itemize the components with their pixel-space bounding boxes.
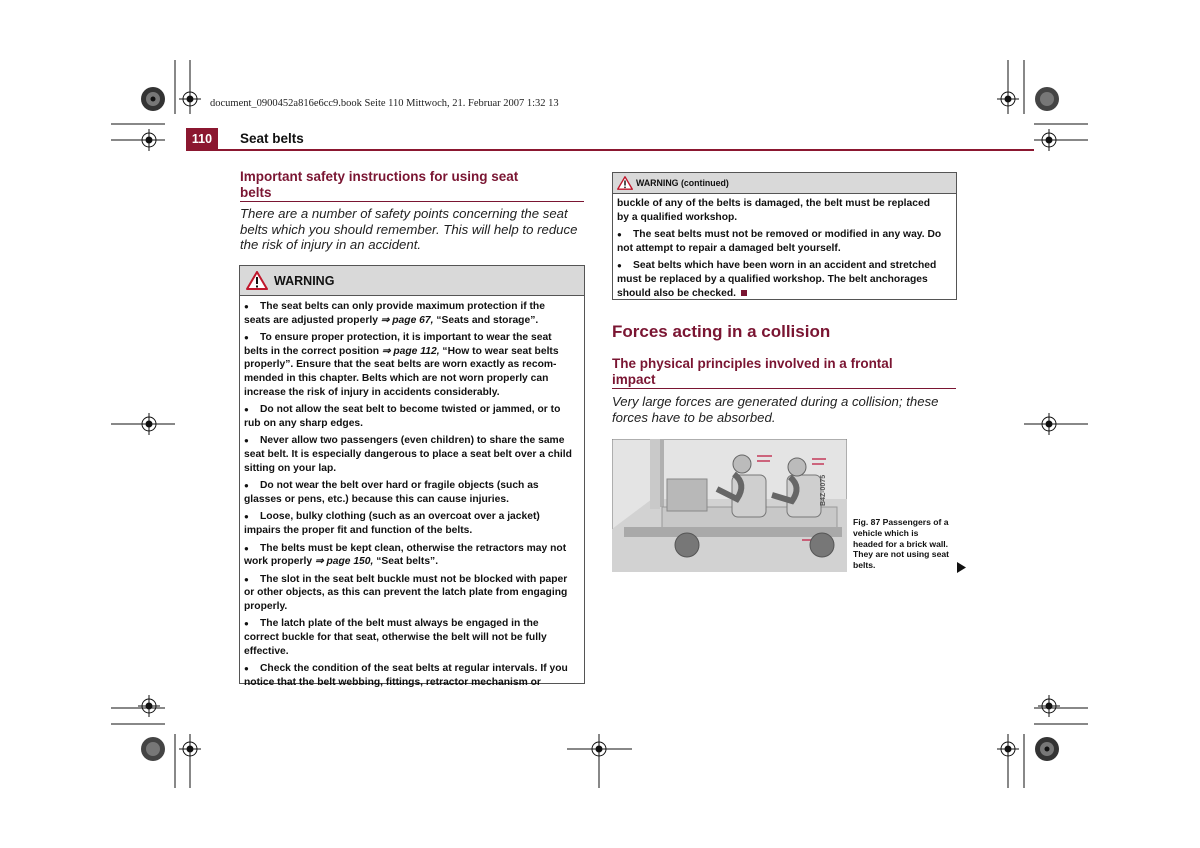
warning-text: Do not allow the seat belt to become twisted or jammed, or to bbox=[260, 404, 561, 416]
warning-text: “Seat belts”. bbox=[373, 556, 439, 568]
bullet-icon: ● bbox=[244, 664, 249, 674]
warning-text: properly. bbox=[244, 600, 288, 612]
figure-code: B4Z-0075 bbox=[820, 474, 827, 506]
warning-item bbox=[617, 259, 951, 300]
header-rule bbox=[186, 149, 1034, 151]
warning-text: Seat belts which have been worn in an accident and stretched bbox=[633, 260, 937, 272]
warning-continued-title: WARNING (continued) bbox=[636, 178, 729, 188]
warning-text: seats are adjusted properly bbox=[244, 314, 381, 326]
right-heading-line-2: impact bbox=[612, 372, 656, 387]
warning-header bbox=[240, 266, 584, 296]
warning-text: seat belt. It is especially dangerous to place a seat belt over a child bbox=[244, 448, 572, 460]
page-reference[interactable]: ⇒ page 67, bbox=[380, 314, 434, 326]
left-heading bbox=[240, 169, 585, 201]
warning-text: glasses or pens, etc.) because this can cause injuries. bbox=[244, 493, 509, 505]
left-lead-line: belts which you should remember. This will help to reduce bbox=[240, 221, 578, 237]
bullet-icon: ● bbox=[244, 436, 249, 446]
warning-text: work properly bbox=[244, 556, 315, 568]
warning-item bbox=[244, 434, 579, 475]
warning-text: notice that the belt webbing, fittings, retractor mechanism or bbox=[244, 676, 541, 688]
left-heading-line-1: Important safety instructions for using seat bbox=[240, 169, 519, 184]
warning-item bbox=[244, 573, 579, 614]
bullet-icon: ● bbox=[244, 481, 249, 491]
warning-item bbox=[244, 542, 579, 569]
bullet-icon: ● bbox=[244, 512, 249, 522]
warning-item bbox=[244, 662, 579, 689]
figure-caption bbox=[853, 517, 963, 571]
warning-text: Never allow two passengers (even children) to share the same bbox=[260, 435, 565, 447]
warning-text: not attempt to repair a damaged belt yourself. bbox=[617, 242, 841, 254]
warning-item bbox=[244, 300, 579, 327]
warning-text: mended in this chapter. Belts which are not worn properly can bbox=[244, 372, 549, 384]
warning-item bbox=[617, 228, 951, 255]
warning-text: Do not wear the belt over hard or fragile objects (such as bbox=[260, 480, 539, 492]
warning-text: “Seats and storage”. bbox=[433, 314, 539, 326]
warning-text: sitting on your lap. bbox=[244, 462, 337, 474]
left-heading-rule bbox=[240, 201, 584, 202]
warning-item bbox=[244, 510, 579, 537]
warning-text: buckle of any of the belts is damaged, the belt must be replaced bbox=[617, 198, 930, 209]
end-marker-icon bbox=[741, 290, 747, 296]
page-reference[interactable]: ⇒ page 112, bbox=[381, 345, 440, 357]
forces-heading: Forces acting in a collision bbox=[612, 322, 831, 341]
warning-item bbox=[244, 403, 579, 430]
warning-text: To ensure proper protection, it is important to wear the seat bbox=[260, 332, 552, 344]
warning-continued-body bbox=[613, 194, 956, 306]
bullet-icon: ● bbox=[244, 574, 249, 584]
warning-item bbox=[244, 331, 579, 399]
bullet-icon: ● bbox=[244, 405, 249, 415]
warning-text: impairs the proper fit and function of the belts. bbox=[244, 524, 473, 536]
section-title: Seat belts bbox=[240, 131, 304, 146]
right-lead bbox=[612, 394, 962, 425]
warning-text: Check the condition of the seat belts at regular intervals. If you bbox=[260, 663, 568, 675]
left-lead-line: There are a number of safety points concerning the seat bbox=[240, 206, 568, 221]
warning-text: correct buckle for that seat, otherwise the belt will not be fully bbox=[244, 632, 547, 644]
caption-line: vehicle which is bbox=[853, 527, 919, 538]
warning-triangle-icon bbox=[617, 176, 633, 190]
warning-box bbox=[239, 265, 585, 688]
left-heading-line-2: belts bbox=[240, 185, 272, 200]
warning-text: The seat belts must not be removed or modified in any way. Do bbox=[633, 229, 942, 241]
warning-text: rub on any sharp edges. bbox=[244, 417, 364, 429]
left-lead-line: the risk of injury in an accident. bbox=[240, 237, 422, 252]
bullet-icon: ● bbox=[244, 302, 249, 311]
warning-item bbox=[244, 617, 579, 658]
warning-item bbox=[244, 479, 579, 506]
warning-text: The seat belts can only provide maximum protection if the bbox=[260, 301, 545, 312]
right-lead-line: forces have to be absorbed. bbox=[612, 409, 776, 425]
warning-text: belts in the correct position bbox=[244, 345, 382, 357]
warning-text: “How to wear seat belts bbox=[439, 345, 559, 357]
warning-continued-box bbox=[612, 172, 957, 300]
warning-text: properly”. Ensure that the seat belts are worn exactly as recom- bbox=[244, 359, 557, 371]
warning-text: The slot in the seat belt buckle must not be blocked with paper bbox=[260, 573, 568, 585]
right-heading-rule bbox=[612, 388, 956, 389]
physical-principles-heading bbox=[612, 356, 957, 388]
warning-text: must be replaced by a qualified workshop. The belt anchorages bbox=[617, 273, 928, 285]
bullet-icon: ● bbox=[617, 230, 622, 240]
warning-text: The belts must be kept clean, otherwise the retractors may not bbox=[260, 542, 567, 554]
page-reference[interactable]: ⇒ page 150, bbox=[314, 556, 374, 568]
bullet-icon: ● bbox=[244, 333, 249, 343]
file-info-line: document_0900452a816e6cc9.book Seite 110 Mittwoch, 21. Februar 2007 1:32 13 bbox=[210, 98, 559, 109]
warning-item bbox=[617, 197, 951, 224]
warning-title: WARNING bbox=[274, 273, 335, 288]
caption-line: They are not using seat bbox=[853, 549, 949, 560]
collision-figure bbox=[612, 439, 847, 572]
page-number: 110 bbox=[186, 128, 218, 150]
warning-triangle-icon bbox=[246, 271, 268, 290]
warning-text: increase the risk of injury in accidents considerably. bbox=[244, 386, 500, 398]
warning-continued-header bbox=[613, 173, 956, 194]
warning-text: by a qualified workshop. bbox=[617, 211, 738, 223]
warning-text: Loose, bulky clothing (such as an overcoat over a jacket) bbox=[260, 511, 540, 523]
warning-text: should also be checked. bbox=[617, 287, 737, 299]
warning-body bbox=[240, 296, 584, 695]
left-lead bbox=[240, 206, 590, 253]
caption-line: Fig. 87 Passengers of a bbox=[853, 517, 949, 527]
continue-arrow-icon bbox=[957, 562, 966, 573]
caption-line: belts. bbox=[853, 560, 876, 571]
caption-line: headed for a brick wall. bbox=[853, 538, 949, 549]
right-lead-line: Very large forces are generated during a collision; these bbox=[612, 394, 939, 409]
bullet-icon: ● bbox=[244, 619, 249, 629]
warning-text: The latch plate of the belt must always be engaged in the bbox=[260, 618, 539, 630]
warning-text: or other objects, as this can prevent the latch plate from engaging bbox=[244, 587, 568, 599]
bullet-icon: ● bbox=[244, 543, 249, 553]
warning-text: effective. bbox=[244, 645, 289, 657]
right-heading-line-1: The physical principles involved in a frontal bbox=[612, 356, 893, 371]
bullet-icon: ● bbox=[617, 261, 622, 271]
